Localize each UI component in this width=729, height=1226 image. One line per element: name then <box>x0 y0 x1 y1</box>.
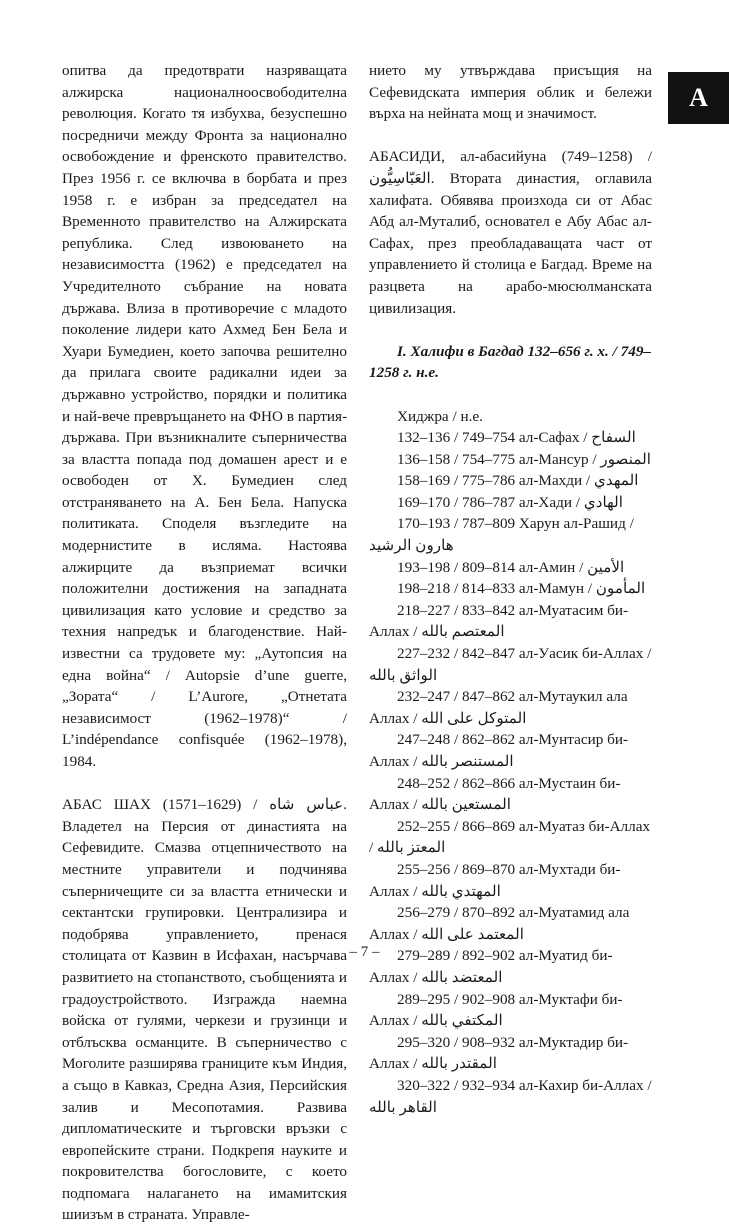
caliph-entry <box>369 470 652 492</box>
caliph-entry-arabic: السفاح <box>591 429 636 447</box>
abbas-shah-entry-body: . Владетел на Персия от династията на Сефевидите. Смазва отцепничеството на местните управители и подчинява съперничещите си за властта етнически и сектантски групировки. Централизира и подобрява управлението, пренася столицата от Казвин в Исфахан, насърчава развитието на стопанството, съобщенията и градоустройството. Изгражда наемна войска от гулями, черкези и грузинци и отблъсква османците. В съперничество с Моголите разширява границите към Индия, а също в Кавказ, Средна Азия, Персийския залив и Месопотамия. Развива дипломатическите и търговски връзки с европейските страни. Подкрепя науките и покровителства богословите, с което подпомага налагането на имамитския шиизъм в страната. Управле- <box>62 796 348 1224</box>
abbas-shah-entry <box>62 794 347 1226</box>
caliph-entry <box>369 1075 652 1118</box>
caliph-entry <box>369 578 652 600</box>
caliph-entry <box>369 600 652 643</box>
caliph-entry <box>369 492 652 514</box>
caliph-entry-text: 170–193 / 787–809 Харун ал-Рашид / <box>397 515 634 533</box>
caliph-entry-arabic: الأمين <box>587 558 625 576</box>
page-number: – 7 – <box>349 944 380 960</box>
section-letter-tab: А <box>668 72 729 124</box>
abbasids-entry-start: АБАСИДИ, ал-абасийуна (749–1258) / <box>369 148 652 166</box>
caliph-entry-text: 158–169 / 775–786 ал-Махди / <box>397 472 594 490</box>
caliph-entry <box>369 686 652 729</box>
caliph-entry-text: 218–227 / 833–842 ал-Муатасим би-Аллах / <box>369 601 629 641</box>
caliph-entry <box>369 513 652 556</box>
caliph-entry-arabic: المقتدر بالله <box>421 1055 497 1073</box>
caliph-entry-text: 132–136 / 749–754 ал-Сафах / <box>397 429 592 447</box>
caliph-entry-text: 198–218 / 814–833 ал-Мамун / <box>397 580 596 598</box>
hijra-label: Хиджра / н.е. <box>397 407 483 425</box>
caliph-entry-text: 279–289 / 892–902 ал-Муатид би-Аллах / <box>369 947 613 986</box>
caliph-entry-text: 295–320 / 908–932 ал-Муктадир би-Аллах / <box>369 1033 629 1073</box>
caliph-entry-arabic: هارون الرشيد <box>369 537 454 555</box>
abbasids-arabic: العَبّاسِيُّون <box>369 169 431 187</box>
caliph-entry <box>369 643 652 686</box>
caliph-list <box>369 427 652 1118</box>
caliph-entry-arabic: المنصور <box>600 450 651 468</box>
abbas-shah-entry-start: АБАС ШАХ (1571–1629) / <box>62 796 270 814</box>
caliph-entry-text: 169–170 / 786–787 ал-Хади / <box>397 493 584 511</box>
caliph-entry-text: 227–232 / 842–847 ал-Уасик би-Аллах / <box>397 645 652 663</box>
abbasids-entry-body: . Втората династия, оглавила халифата. Обявява произхода си от Абас Абд ал-Муталиб, основател е Абу Абас ал-Сафах, през преобладаващата част от управлението й столица е Багдад. Време на разцвета на арабо-мюсюлманската цивилизация. <box>369 169 652 317</box>
caliph-entry <box>369 773 652 816</box>
left-column <box>62 60 347 1226</box>
caliph-entry-arabic: المعتصم بالله <box>421 623 505 641</box>
caliph-entry-arabic: المعتز بالله <box>377 839 446 857</box>
caliph-entry <box>369 989 652 1032</box>
caliph-entry-arabic: المعتمد على الله <box>421 925 524 943</box>
caliph-entry-arabic: القاهر بالله <box>369 1098 437 1116</box>
caliph-entry-text: 289–295 / 902–908 ал-Муктафи би-Аллах / <box>369 990 623 1030</box>
caliph-entry-arabic: الواثق بالله <box>369 666 438 684</box>
caliph-entry <box>369 816 652 859</box>
caliph-entry-arabic: المستعين بالله <box>421 796 511 814</box>
caliph-entry-text: 247–248 / 862–862 ал-Мунтасир би-Аллах / <box>369 731 629 770</box>
caliph-entry <box>369 427 652 449</box>
caliph-entry-arabic: المتوكل على الله <box>421 709 527 727</box>
caliph-entry <box>369 449 652 471</box>
caliph-entry-arabic: المأمون <box>595 580 646 598</box>
caliph-entry-arabic: المستنصر بالله <box>421 753 514 770</box>
abbas-shah-arabic: عباس شاه <box>269 796 344 814</box>
caliph-entry <box>369 557 652 579</box>
caliph-entry-text: 256–279 / 870–892 ал-Муатамид ала Аллах / <box>369 904 630 943</box>
caliph-entry-arabic: الهادي <box>583 493 623 511</box>
caliph-entry <box>369 1032 652 1075</box>
caliph-entry <box>369 902 652 945</box>
caliph-entry-arabic: المهتدي بالله <box>421 882 501 900</box>
caliph-entry-arabic: المعتضد بالله <box>421 968 503 986</box>
caliph-entry-arabic: المكتفي بالله <box>421 1012 503 1030</box>
caliph-entry-text: 252–255 / 866–869 ал-Муатаз би-Аллах / <box>369 817 651 857</box>
caliph-entry <box>369 729 652 772</box>
caliph-entry-text: 193–198 / 809–814 ал-Амин / <box>397 558 588 576</box>
caliph-entry-text: 232–247 / 847–862 ал-Мутаукил ала Аллах / <box>369 688 628 727</box>
abbasids-entry <box>369 146 652 319</box>
abbas-entry-continuation: опитва да предотврати назряващата алжирска националноосвободителна революция. Когато тя избухва, безуспешно посредничи между Фронта за национално освобождение и френското правителство. През 1956 г. се включва в борбата и през 1958 г. е избран за председател на Временното правителство на Алжирската република. След извоюването на независимостта (1962) е председател на Учредителното събрание на новата държава. Влиза в противоречие с младото поколение лидери като Ахмед Бен Бела и Хуари Бумедиен, което започва решително да прилага своите радикални идеи за държавно устройство, порядки и политика и най-вече превръщането на ФНО в партия-държава. При възникналите съперничества за властта попада под домашен арест и е освободен от Х. Бумедиен след отстраняването на А. Бен Бела. Напуска политиката. Споделя възгледите на модернистите в исляма. Настоява алжирците да възприемат всички положителни достижения на западната цивилизация като условие и средство за техния напредък и благоденствие. Най-известни са трудовете му: „Аутопсия на една война“ / Autopsie d’une guerre, „Зората“ / L’Aurore, „Отнетата независимост (1962–1978)“ / L’indépendance confisquée (1962–1978), 1984. <box>62 62 347 770</box>
caliph-entry <box>369 859 652 902</box>
caliph-entry-arabic: المهدي <box>593 472 639 490</box>
caliphs-heading: I. Халифи в Багдад 132–656 г. х. / 749–1258 г. н.е. <box>369 342 652 382</box>
caliph-entry-text: 255–256 / 869–870 ал-Мухтади би-Аллах / <box>369 860 621 900</box>
caliph-entry-text: 248–252 / 862–866 ал-Мустаин би-Аллах / <box>369 774 621 814</box>
caliph-entry-text: 136–158 / 754–775 ал-Мансур / <box>397 450 601 468</box>
caliph-entry-text: 320–322 / 932–934 ал-Кахир би-Аллах / <box>397 1076 652 1094</box>
abbas-shah-entry-end: нието му утвърждава присъщия на Сефевидската империя облик и бележи върха на нейната мощ и значимост. <box>369 62 652 123</box>
